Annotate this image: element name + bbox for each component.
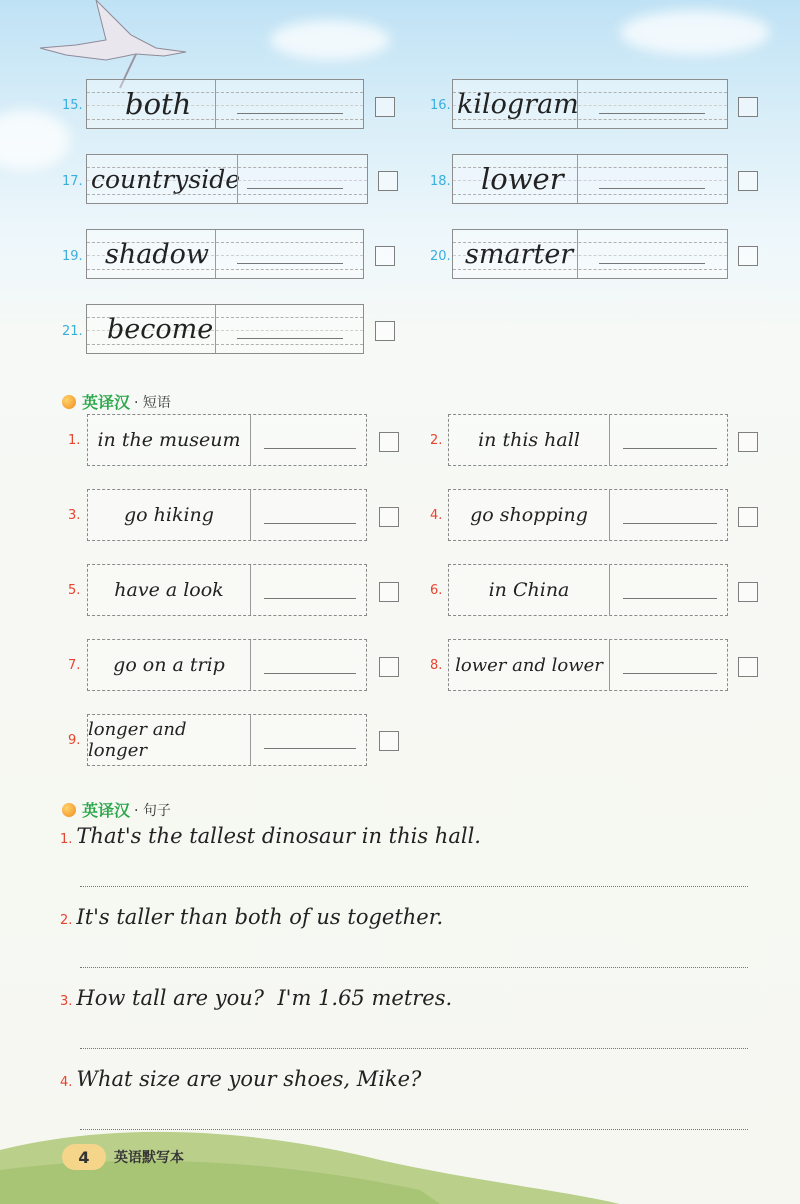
checkbox[interactable]: [738, 246, 758, 266]
cloud: [270, 20, 390, 60]
item-number: 5.: [68, 583, 81, 598]
checkbox[interactable]: [378, 171, 398, 191]
phrase-box: [87, 564, 367, 616]
checkbox[interactable]: [738, 657, 758, 677]
checkbox[interactable]: [379, 582, 399, 602]
item-number: 4.: [430, 508, 443, 523]
section-header-sentences: 英译汉 · 句子: [62, 798, 171, 821]
checkbox[interactable]: [379, 731, 399, 751]
answer-line[interactable]: [80, 886, 748, 887]
phrase-text: in China: [488, 579, 570, 601]
word-box: [452, 79, 728, 129]
page-number: 4: [62, 1144, 106, 1170]
phrase-text: lower and lower: [455, 654, 603, 676]
item-number: 18.: [430, 174, 451, 189]
checkbox[interactable]: [379, 657, 399, 677]
item-number: 7.: [68, 658, 81, 673]
cloud: [0, 110, 70, 170]
phrase-text: have a look: [114, 579, 224, 601]
sentence-text: What size are your shoes, Mike?: [76, 1067, 422, 1091]
phrase-box: [448, 564, 728, 616]
answer-line[interactable]: [80, 1048, 748, 1049]
phrase-box: [87, 639, 367, 691]
item-number: 21.: [62, 324, 83, 339]
phrase-box: [448, 489, 728, 541]
item-number: 1.: [68, 433, 81, 448]
item-number: 2.: [430, 433, 443, 448]
item-number: 16.: [430, 98, 451, 113]
word-text: become: [107, 313, 214, 345]
phrase-box: [87, 414, 367, 466]
checkbox[interactable]: [375, 97, 395, 117]
word-box: [452, 229, 728, 279]
bullet-icon: [62, 803, 76, 817]
checkbox[interactable]: [379, 507, 399, 527]
phrase-text: in the museum: [97, 429, 241, 451]
answer-line[interactable]: [80, 967, 748, 968]
word-text: both: [125, 87, 192, 121]
sentence-item: 2. It's taller than both of us together.: [60, 905, 444, 929]
phrase-box: [87, 714, 367, 766]
section-header-phrases: 英译汉 · 短语: [62, 390, 171, 413]
phrase-box: [448, 639, 728, 691]
word-box: [86, 154, 368, 204]
checkbox[interactable]: [379, 432, 399, 452]
phrase-box: [87, 489, 367, 541]
phrase-text: go hiking: [124, 504, 214, 526]
sentence-text: It's taller than both of us together.: [76, 905, 444, 929]
item-number: 8.: [430, 658, 443, 673]
page-footer: [62, 1144, 184, 1170]
sentence-item: 4. What size are your shoes, Mike?: [60, 1067, 422, 1091]
item-number: 20.: [430, 249, 451, 264]
sentence-item: 3. How tall are you? I'm 1.65 metres.: [60, 986, 453, 1010]
checkbox[interactable]: [738, 507, 758, 527]
word-box: [86, 79, 364, 129]
phrase-text: go on a trip: [113, 654, 225, 676]
word-text: smarter: [465, 238, 574, 270]
phrase-text: go shopping: [470, 504, 588, 526]
checkbox[interactable]: [738, 97, 758, 117]
checkbox[interactable]: [375, 321, 395, 341]
word-text: lower: [481, 162, 564, 196]
phrase-text: in this hall: [478, 429, 580, 451]
word-text: shadow: [105, 238, 209, 270]
item-number: 15.: [62, 98, 83, 113]
item-number: 19.: [62, 249, 83, 264]
word-box: [86, 229, 364, 279]
item-number: 3.: [68, 508, 81, 523]
word-box: [452, 154, 728, 204]
cloud: [620, 10, 770, 55]
word-text: kilogram: [457, 88, 579, 120]
book-title: 英语默写本: [114, 1150, 184, 1166]
pterosaur-illustration: [36, 0, 196, 90]
phrase-box: [448, 414, 728, 466]
bullet-icon: [62, 395, 76, 409]
checkbox[interactable]: [738, 171, 758, 191]
sentence-text: That's the tallest dinosaur in this hall.: [76, 824, 481, 848]
item-number: 6.: [430, 583, 443, 598]
word-box: [86, 304, 364, 354]
item-number: 9.: [68, 733, 81, 748]
item-number: 17.: [62, 174, 83, 189]
sentence-item: 1. That's the tallest dinosaur in this hall.: [60, 824, 481, 848]
phrase-text: longer and longer: [88, 719, 187, 761]
checkbox[interactable]: [375, 246, 395, 266]
checkbox[interactable]: [738, 582, 758, 602]
checkbox[interactable]: [738, 432, 758, 452]
word-text: countryside: [91, 164, 240, 194]
sentence-text: How tall are you? I'm 1.65 metres.: [76, 986, 453, 1010]
